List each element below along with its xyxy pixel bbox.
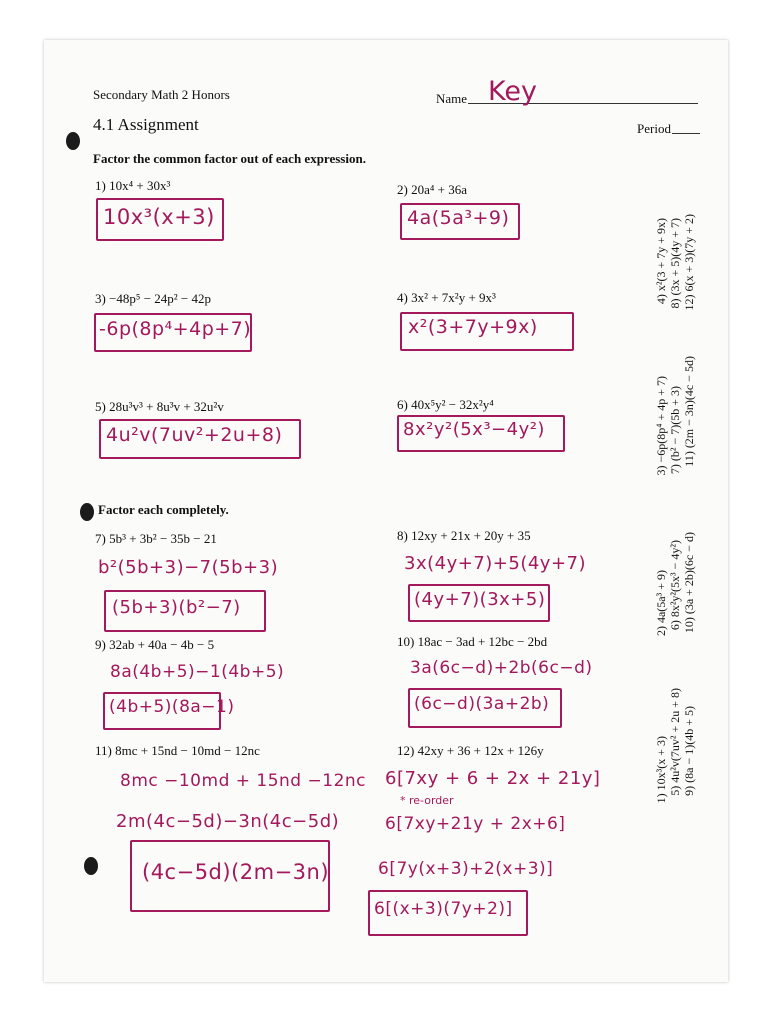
answer-key-col1-item2: 5) 4u²v(7uv² + 2u + 8)	[668, 688, 682, 796]
answer-key-col3-item3: 11) (2m − 3n)(4c − 5d)	[682, 356, 696, 467]
work-7-step1: b²(5b+3)−7(5b+3)	[98, 557, 279, 578]
course-title: Secondary Math 2 Honors	[93, 87, 230, 102]
answer-key-col4-item3: 12) 6(x + 3)(7y + 2)	[682, 214, 696, 311]
work-10-step1: 3a(6c−d)+2b(6c−d)	[410, 658, 593, 678]
problem-11: 11) 8mc + 15nd − 10md − 12nc	[95, 743, 260, 758]
problem-5: 5) 28u³v³ + 8u³v + 32u²v	[95, 399, 224, 414]
problem-6: 6) 40x⁵y² − 32x²y⁴	[397, 397, 494, 412]
period-line	[672, 133, 700, 134]
answer-key-col2-item3: 10) (3a + 2b)(6c − d)	[682, 532, 696, 634]
answer-7: (5b+3)(b²−7)	[112, 597, 241, 618]
answer-key-col4-item2: 8) (3x + 5)(4y + 7)	[668, 218, 682, 309]
name-value: Key	[488, 76, 537, 107]
answer-4: x²(3+7y+9x)	[408, 316, 538, 338]
work-8-step1: 3x(4y+7)+5(4y+7)	[404, 553, 587, 574]
answer-3: -6p(8p⁴+4p+7)	[99, 318, 252, 340]
answer-2: 4a(5a³+9)	[407, 207, 510, 229]
answer-8: (4y+7)(3x+5)	[414, 589, 546, 610]
problem-10: 10) 18ac − 3ad + 12bc − 2bd	[397, 634, 548, 649]
answer-9: (4b+5)(8a−1)	[109, 697, 235, 717]
section2-instruction: Factor each completely.	[98, 502, 229, 517]
answer-6: 8x²y²(5x³−4y²)	[403, 419, 545, 440]
binder-hole-bottom	[84, 857, 98, 875]
answer-key-col3-item1: 3) −6p(8p⁴ + 4p + 7)	[654, 376, 668, 476]
name-label: Name	[436, 91, 468, 106]
answer-10: (6c−d)(3a+2b)	[414, 694, 550, 714]
problem-4: 4) 3x² + 7x²y + 9x³	[397, 290, 496, 305]
work-11-step1: 8mc −10md + 15nd −12nc	[120, 771, 367, 791]
answer-key-col2-item1: 2) 4a(5a³ + 9)	[654, 570, 668, 637]
answer-12: 6[(x+3)(7y+2)]	[374, 899, 513, 919]
work-12-step1: 6[7xy + 6 + 2x + 21y]	[385, 768, 601, 789]
problem-7: 7) 5b³ + 3b² − 35b − 21	[95, 531, 217, 546]
problem-1: 1) 10x⁴ + 30x³	[95, 178, 171, 193]
answer-key-col4-item1: 4) x²(3 + 7y + 9x)	[654, 218, 668, 305]
answer-1: 10x³(x+3)	[103, 205, 215, 229]
answer-key-col1-item1: 1) 10x³(x + 3)	[654, 736, 668, 804]
problem-12: 12) 42xy + 36 + 12x + 126y	[397, 743, 544, 758]
binder-hole-middle	[80, 503, 94, 521]
answer-key-col1-item3: 9) (8a − 1)(4b + 5)	[682, 706, 696, 796]
answer-5: 4u²v(7uv²+2u+8)	[106, 424, 283, 446]
answer-key-col3-item2: 7) (b² − 7)(5b + 3)	[668, 386, 682, 475]
problem-3: 3) −48p⁵ − 24p² − 42p	[95, 291, 212, 306]
work-12-note: * re-order	[400, 794, 454, 807]
work-9-step1: 8a(4b+5)−1(4b+5)	[110, 662, 285, 682]
binder-hole-top	[66, 132, 80, 150]
period-label: Period	[637, 121, 671, 136]
problem-9: 9) 32ab + 40a − 4b − 5	[95, 637, 215, 652]
answer-key-col2-item2: 6) 8x²y²(5x³ − 4y²)	[668, 540, 682, 631]
work-12-step3: 6[7y(x+3)+2(x+3)]	[378, 859, 554, 879]
answer-11: (4c−5d)(2m−3n)	[142, 860, 330, 884]
work-11-step2: 2m(4c−5d)−3n(4c−5d)	[116, 811, 340, 832]
section1-instruction: Factor the common factor out of each expression.	[93, 151, 366, 166]
problem-2: 2) 20a⁴ + 36a	[397, 182, 467, 197]
work-12-step2: 6[7xy+21y + 2x+6]	[385, 814, 566, 834]
assignment-title: 4.1 Assignment	[93, 115, 199, 134]
problem-8: 8) 12xy + 21x + 20y + 35	[397, 528, 531, 543]
